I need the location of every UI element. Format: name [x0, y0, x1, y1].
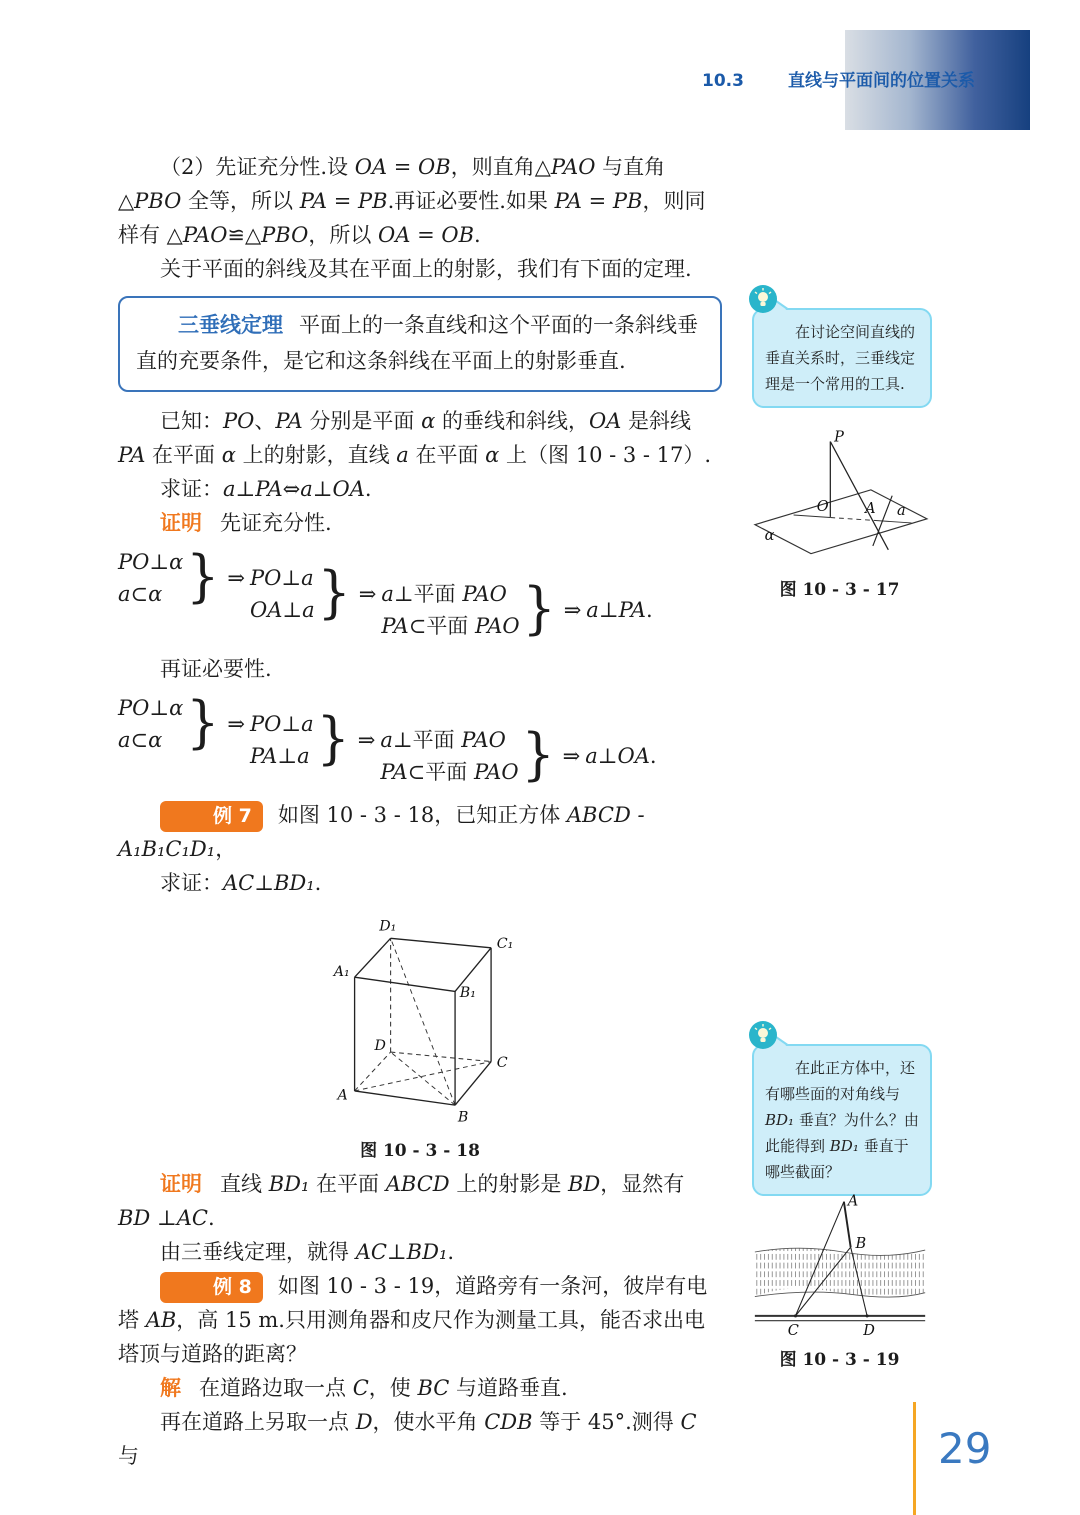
margin-note-1: 在讨论空间直线的垂直关系时，三垂线定理是一个常用的工具.: [752, 308, 932, 408]
example7-conclusion: 由三垂线定理，就得 AC⊥BD₁.: [160, 1240, 455, 1264]
fig19-label-A: A: [847, 1193, 859, 1210]
brace: }: [522, 576, 556, 642]
section-number: 10.3: [702, 71, 744, 91]
paragraph-prove: 求证：a⊥PA⇔a⊥OA.: [160, 477, 372, 501]
brace: }: [186, 544, 220, 610]
page-header: [702, 66, 975, 91]
derivation-sufficiency: [118, 546, 722, 642]
paragraph-intro-theorem: 关于平面的斜线及其在平面上的射影，我们有下面的定理.: [160, 257, 692, 281]
figure-10-3-17: [742, 428, 937, 577]
figure-10-3-19: [748, 1192, 933, 1346]
example7-prove: 求证：AC⊥BD₁.: [160, 871, 322, 895]
cube-figure-svg: [309, 908, 531, 1126]
solution-label: 解: [160, 1376, 181, 1400]
example7-proof: [118, 1167, 722, 1235]
proof2-label: 证明: [160, 1172, 202, 1196]
cube-label-B1: B₁: [459, 985, 476, 1002]
derivation1-step1: PO⊥a OA⊥a: [249, 566, 315, 622]
paragraph-sufficiency-necessity: （2）先证充分性.设 OA = OB，则直角△PAO 与直角△PBO 全等，所以 PA = PB.再证必要性.如果 PA = PB，则同样有 △PAO≌△PBO，所以 OA = OB.: [118, 155, 706, 247]
theorem-body: 平面上的一条直线和这个平面的一条斜线垂直的充要条件，是它和这条斜线在平面上的射影垂直.: [136, 313, 698, 373]
fig17-label-P: P: [834, 429, 844, 446]
example7-heading: [118, 798, 722, 866]
cube-label-D1: D₁: [379, 918, 397, 935]
implies-arrow: ⇒: [358, 582, 377, 606]
proof-heading: [118, 506, 722, 540]
lightbulb-icon: [748, 1020, 778, 1050]
example7-intro: 如图 10 - 3 - 18，已知正方体 ABCD - A₁B₁C₁D₁，: [118, 803, 645, 861]
example8-body: 如图 10 - 3 - 19，道路旁有一条河，彼岸有电塔 AB，高 15 m.只用测角器和皮尺作为测量工具，能否求出电塔顶与道路的距离？: [118, 1274, 708, 1366]
cube-label-D: D: [374, 1038, 386, 1055]
derivation2-step1: PO⊥a PA⊥a: [249, 712, 314, 768]
implies-arrow: ⇒: [227, 566, 245, 590]
derivation1-premises: PO⊥α a⊂α: [118, 550, 184, 606]
brace: }: [317, 560, 351, 626]
fig17-label-alpha: α: [764, 528, 775, 545]
fig17-label-A: A: [865, 501, 876, 518]
implies-arrow: ⇒: [227, 712, 245, 736]
derivation2-premises: PO⊥α a⊂α: [118, 696, 184, 752]
cube-label-B: B: [457, 1109, 469, 1126]
cube-label-A: A: [337, 1087, 348, 1104]
derivation2-result: a⊥OA.: [585, 744, 657, 768]
figure-10-3-19-caption: 图 10 - 3 - 19: [779, 1350, 900, 1370]
example8-label: 例 8: [160, 1272, 263, 1303]
example7-label: 例 7: [160, 801, 263, 832]
implies-arrow: ⇒: [563, 598, 582, 622]
paragraph-known: 已知：PO、PA 分别是平面 α 的垂线和斜线，OA 是斜线 PA 在平面 α 上的射影，直线 a 在平面 α 上（图 10 - 3 - 17）.: [118, 409, 712, 467]
derivation1-step2: a⊥平面 PAO PA⊂平面 PAO: [381, 582, 520, 638]
cube-label-C1: C₁: [496, 935, 514, 952]
derivation1-result: a⊥PA.: [586, 598, 653, 622]
section-title: 直线与平面间的位置关系: [787, 71, 975, 91]
fig17-label-a: a: [897, 503, 906, 519]
figure-10-3-17-caption: 图 10 - 3 - 17: [779, 580, 900, 600]
proof-label: 证明: [160, 511, 202, 535]
page-number: 29: [938, 1424, 992, 1473]
fig19-label-B: B: [855, 1236, 867, 1253]
plane-figure-svg: [742, 428, 937, 573]
paragraph-necessity: 再证必要性.: [160, 657, 272, 681]
proof2-body: 直线 BD₁ 在平面 ABCD 上的射影是 BD，显然有 BD ⊥AC.: [118, 1172, 685, 1230]
solution-line1: [118, 1371, 722, 1405]
fig19-label-D: D: [863, 1323, 875, 1340]
solution-line2: 再在道路上另取一点 D，使水平角 CDB 等于 45°.测得 C 与: [118, 1410, 697, 1468]
main-column: [118, 150, 722, 1473]
figure-10-3-18-caption: 图 10 - 3 - 18: [360, 1141, 480, 1161]
example8-heading: [118, 1269, 722, 1371]
brace: }: [316, 706, 350, 772]
page-number-rule: [913, 1402, 916, 1515]
implies-arrow: ⇒: [562, 744, 581, 768]
river-figure-svg: [748, 1192, 933, 1342]
cube-label-C: C: [496, 1055, 508, 1072]
margin-note-2: 在此正方体中，还有哪些面的对角线与 BD₁ 垂直？为什么？由此能得到 BD₁ 垂直于哪些截面？: [752, 1044, 932, 1196]
fig17-label-O: O: [816, 499, 829, 516]
theorem-title: 三垂线定理: [178, 313, 283, 337]
proof-first-text: 先证充分性.: [220, 511, 332, 535]
theorem-box: [118, 296, 722, 392]
derivation2-step2: a⊥平面 PAO PA⊂平面 PAO: [380, 728, 519, 784]
brace: }: [186, 690, 220, 756]
fig19-label-C: C: [787, 1323, 799, 1340]
lightbulb-icon: [748, 284, 778, 314]
implies-arrow: ⇒: [357, 728, 376, 752]
derivation-necessity: [118, 692, 722, 788]
cube-label-A1: A₁: [333, 964, 350, 981]
brace: }: [521, 722, 555, 788]
figure-10-3-18: [280, 908, 560, 1161]
solution-line1-text: 在道路边取一点 C，使 BC 与道路垂直.: [199, 1376, 568, 1400]
